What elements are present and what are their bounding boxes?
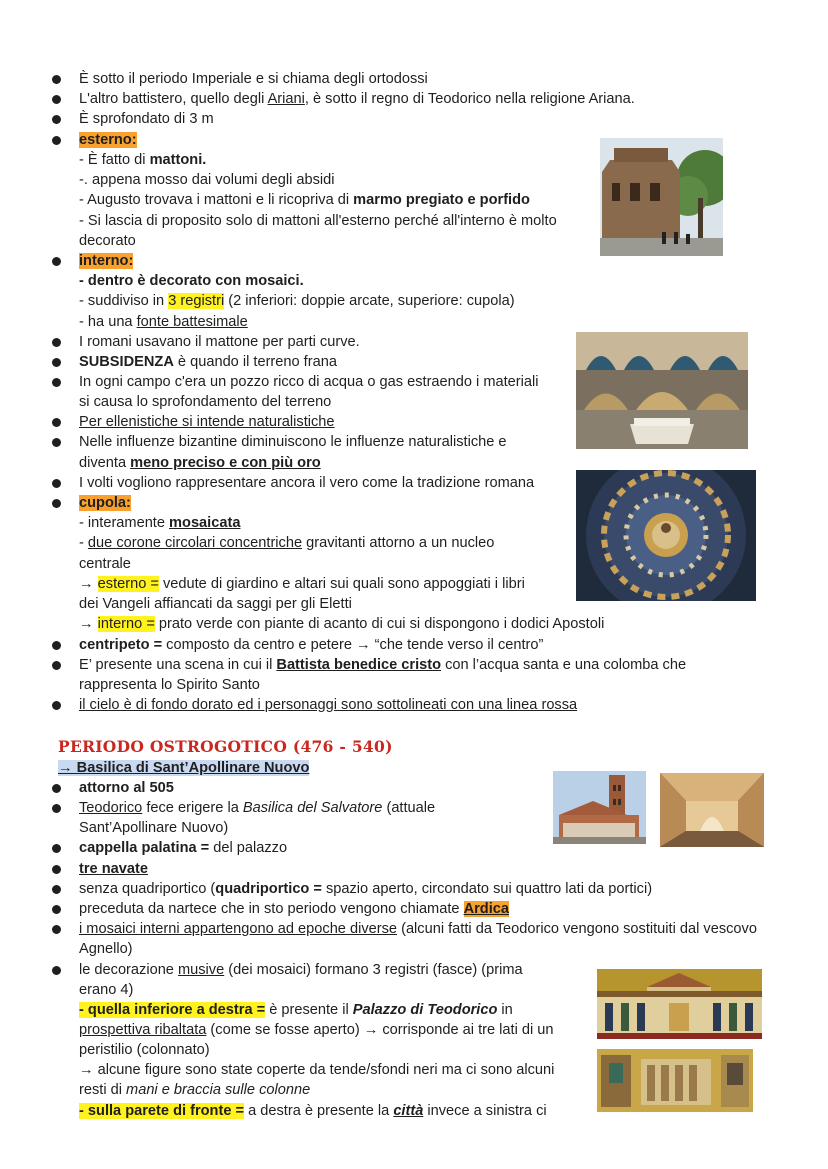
basilica-exterior-photo [553,771,646,844]
bullet-icon [52,641,61,650]
text-line: erano 4) [79,982,134,998]
text-line: → esterno = vedute di giardino e altari sui quali sono appoggiati i libri [79,576,525,592]
text-line: È sotto il periodo Imperiale e si chiama degli ortodossi [79,71,428,87]
bullet-icon [52,499,61,508]
text-line: - sulla parete di fronte = a destra è presente la città invece a sinistra ci [79,1103,547,1119]
text-line: preceduta da nartece che in sto periodo vengono chiamate Ardica [79,901,509,917]
text-line: il cielo è di fondo dorato ed i personaggi sono sottolineati con una linea rossa [79,697,578,713]
text-line: Teodorico fece erigere la Basilica del Salvatore (attuale [79,800,436,816]
bullet-icon [52,338,61,347]
bullet-icon [52,479,61,488]
text-line: senza quadriportico (quadriportico = spazio aperto, circondato sui quattro lati da portici) [79,881,653,897]
bullet-icon [52,438,61,447]
text-line: dei Vangeli affiancati da saggi per gli Eletti [79,596,352,612]
text-line: centrale [79,556,131,572]
bullet-icon [52,257,61,266]
bullet-icon [52,905,61,914]
bullet-icon [52,844,61,853]
text-line: Per ellenistiche si intende naturalistiche [79,414,335,430]
text-line: centripeto = composto da centro e petere → “che tende verso il centro” [79,637,544,653]
text-line: I volti vogliono rappresentare ancora il vero come la tradizione romana [79,475,535,491]
text-line: → alcune figure sono state coperte da tende/sfondi neri ma ci sono alcuni [79,1062,555,1078]
text-line: decorato [79,233,136,249]
text-line: Agnello) [79,941,133,957]
cupola-mosaic-photo [576,470,756,601]
text-line: rappresenta lo Spirito Santo [79,677,260,693]
text-line: In ogni campo c'era un pozzo ricco di acqua o gas estraendo i materiali [79,374,539,390]
bullet-icon [52,661,61,670]
text-line: si causa lo sprofondamento del terreno [79,394,332,410]
bullet-icon [52,136,61,145]
text-line: SUBSIDENZA è quando il terreno frana [79,354,337,370]
text-line: - due corone circolari concentriche gravitanti attorno a un nucleo [79,535,495,551]
section-subheading: → Basilica di Sant’Apollinare Nuovo [58,760,310,776]
text-line: - Augusto trovava i mattoni e li ricopriva di marmo pregiato e porfido [79,192,530,208]
text-line: I romani usavano il mattone per parti curve. [79,334,360,350]
text-line: resti di mani e braccia sulle colonne [79,1082,311,1098]
text-line: i mosaici interni appartengono ad epoche diverse (alcuni fatti da Teodorico vengono sostituiti dal vescovo [79,921,757,937]
text-line: → interno = prato verde con piante di acanto di cui si dispongono i dodici Apostoli [79,616,605,632]
text-line: -. appena mosso dai volumi degli absidi [79,172,335,188]
text-line: attorno al 505 [79,780,174,796]
bullet-icon [52,885,61,894]
basilica-interior-photo [660,773,764,847]
section-heading: PERIODO OSTROGOTICO (476 - 540) [58,737,393,756]
cupola-label: cupola: [79,495,131,511]
text-line: - dentro è decorato con mosaici. [79,273,304,289]
baptistery-interior-photo [576,332,748,449]
bullet-icon [52,784,61,793]
text-line: È sprofondato di 3 m [79,111,214,127]
text-line: Nelle influenze bizantine diminuiscono le influenze naturalistiche e [79,434,507,450]
bullet-icon [52,701,61,710]
bullet-icon [52,418,61,427]
text-line: - suddiviso in 3 registri (2 inferiori: doppie arcate, superiore: cupola) [79,293,515,309]
text-line: E’ presente una scena in cui il Battista benedice cristo con l’acqua santa e una colomba che [79,657,687,673]
text-line: - quella inferiore a destra = è presente il Palazzo di Teodorico in [79,1002,513,1018]
text-line: Sant’Apollinare Nuovo) [79,820,229,836]
bullet-icon [52,865,61,874]
text-line: - Si lascia di proposito solo di mattoni all'esterno perché all'interno è molto [79,213,557,229]
baptistery-exterior-photo [600,138,723,256]
bullet-icon [52,925,61,934]
bullet-icon [52,804,61,813]
text-line: prospettiva ribaltata (come se fosse aperto) → corrisponde ai tre lati di un [79,1022,554,1038]
bullet-icon [52,75,61,84]
interno-label: interno: [79,253,134,269]
text-line: diventa meno preciso e con più oro [79,455,321,471]
text-line: - ha una fonte battesimale [79,314,248,330]
text-line: peristilio (colonnato) [79,1042,210,1058]
text-line: L'altro battistero, quello degli Ariani, è sotto il regno di Teodorico nella religione Ariana. [79,91,635,107]
city-mosaic-photo [597,1049,753,1112]
text-line: - È fatto di mattoni. [79,152,207,168]
bullet-icon [52,378,61,387]
text-line: - interamente mosaicata [79,515,241,531]
text-line: le decorazione musive (dei mosaici) formano 3 registri (fasce) (prima [79,962,523,978]
palace-mosaic-photo [597,969,762,1039]
bullet-icon [52,966,61,975]
bullet-icon [52,115,61,124]
text-line: cappella palatina = del palazzo [79,840,288,856]
bullet-icon [52,95,61,104]
esterno-label: esterno: [79,132,137,148]
text-line: tre navate [79,861,148,877]
bullet-icon [52,358,61,367]
